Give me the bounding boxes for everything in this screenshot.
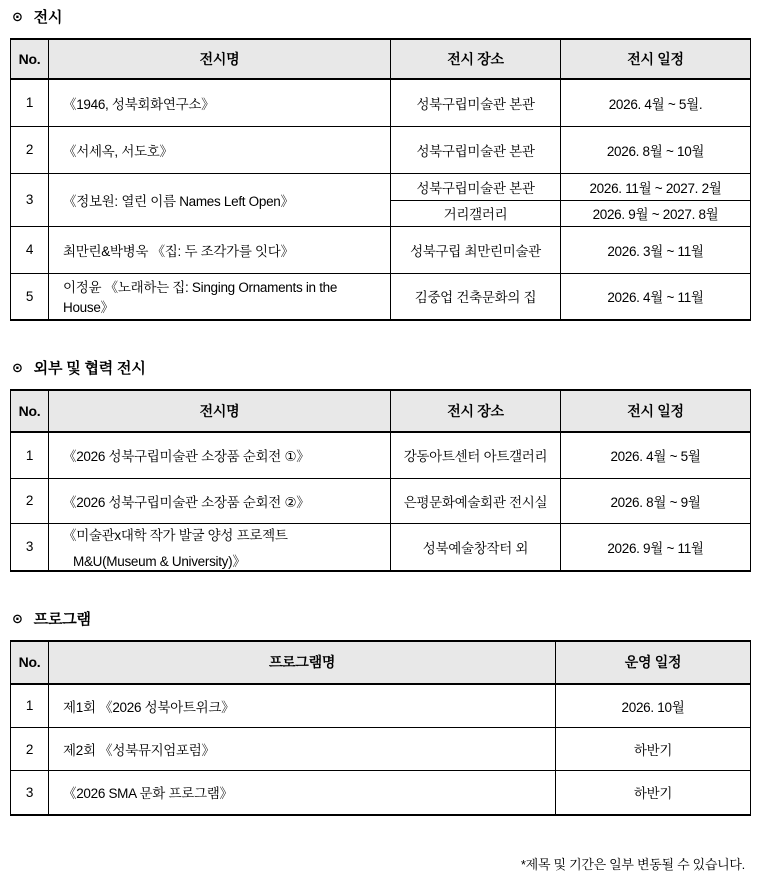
col-header-name: 전시명 — [49, 390, 391, 432]
table-row — [11, 126, 751, 173]
cell-schedule: 2026. 11월 ~ 2027. 2월 — [561, 173, 751, 200]
table-row — [11, 432, 751, 478]
cell-no: 1 — [11, 432, 49, 478]
cell-schedule: 하반기 — [556, 771, 751, 815]
cell-schedule: 2026. 3월 ~ 11월 — [561, 226, 751, 273]
table-header-row — [11, 39, 751, 79]
table-header-row — [11, 390, 751, 432]
cell-title: 《서세옥, 서도호》 — [49, 126, 391, 173]
cell-no: 4 — [11, 226, 49, 273]
col-header-no: No. — [11, 390, 49, 432]
col-header-schedule: 운영 일정 — [556, 641, 751, 684]
cell-title: 이정윤 《노래하는 집: Singing Ornaments in the House》 — [49, 273, 391, 320]
cell-schedule: 2026. 8월 ~ 9월 — [561, 478, 751, 523]
col-header-no: No. — [11, 641, 49, 684]
external-exhibition-table — [10, 389, 751, 572]
table-row — [11, 79, 751, 126]
section-title-text: 전시 — [33, 9, 63, 26]
cell-title: 《2026 성북구립미술관 소장품 순회전 ①》 — [49, 432, 391, 478]
exhibition-table — [10, 38, 751, 321]
table-row — [11, 728, 751, 771]
cell-no: 3 — [11, 173, 49, 226]
cell-place: 거리갤러리 — [391, 200, 561, 226]
cell-schedule: 2026. 4월 ~ 5월 — [561, 432, 751, 478]
table-row — [11, 523, 751, 571]
section-title-exhibition — [12, 8, 759, 28]
section-title-text: 외부 및 협력 전시 — [33, 360, 146, 377]
table-header-row — [11, 641, 751, 684]
table-row — [11, 173, 751, 200]
table-row — [11, 478, 751, 523]
cell-no: 2 — [11, 478, 49, 523]
cell-place: 강동아트센터 아트갤러리 — [391, 432, 561, 478]
program-table — [10, 640, 751, 816]
cell-no: 2 — [11, 728, 49, 771]
table-row — [11, 771, 751, 815]
cell-schedule: 2026. 9월 ~ 11월 — [561, 523, 751, 571]
cell-schedule: 2026. 4월 ~ 11월 — [561, 273, 751, 320]
col-header-place: 전시 장소 — [391, 390, 561, 432]
section-bullet-icon: ⊙ — [12, 9, 23, 24]
cell-schedule: 2026. 9월 ~ 2027. 8월 — [561, 200, 751, 226]
cell-title: 《정보원: 열린 이름 Names Left Open》 — [49, 173, 391, 226]
cell-no: 1 — [11, 684, 49, 728]
cell-place: 성북구립미술관 본관 — [391, 173, 561, 200]
cell-title — [49, 523, 391, 571]
section-title-text: 프로그램 — [33, 610, 91, 628]
cell-title: 제2회 《성북뮤지엄포럼》 — [49, 728, 556, 771]
cell-schedule: 하반기 — [556, 728, 751, 771]
section-bullet-icon: ⊙ — [12, 610, 23, 626]
cell-title: 《2026 SMA 문화 프로그램》 — [49, 771, 556, 815]
cell-no: 2 — [11, 126, 49, 173]
cell-schedule: 2026. 8월 ~ 10월 — [561, 126, 751, 173]
cell-title-line1: 《미술관x대학 작가 발굴 양성 프로젝트 — [63, 527, 288, 543]
section-title-external-exhibition — [12, 359, 759, 379]
cell-title-line2: M&U(Museum & University)》 — [73, 553, 246, 569]
cell-place: 은평문화예술회관 전시실 — [391, 478, 561, 523]
footnote-text: *제목 및 기간은 일부 변동될 수 있습니다. — [520, 856, 745, 871]
col-header-schedule: 전시 일정 — [561, 390, 751, 432]
table-row — [11, 273, 751, 320]
table-row — [11, 684, 751, 728]
cell-schedule: 2026. 10월 — [556, 684, 751, 728]
cell-no: 1 — [11, 79, 49, 126]
cell-title: 최만린&박병욱 《집: 두 조각가를 잇다》 — [49, 226, 391, 273]
cell-place: 김중업 건축문화의 집 — [391, 273, 561, 320]
cell-place: 성북구립미술관 본관 — [391, 126, 561, 173]
col-header-schedule: 전시 일정 — [561, 39, 751, 79]
col-header-name: 전시명 — [49, 39, 391, 79]
cell-title: 《2026 성북구립미술관 소장품 순회전 ②》 — [49, 478, 391, 523]
table-row — [11, 226, 751, 273]
cell-place: 성북구립 최만린미술관 — [391, 226, 561, 273]
cell-no: 5 — [11, 273, 49, 320]
col-header-no: No. — [11, 39, 49, 79]
section-bullet-icon: ⊙ — [12, 360, 23, 375]
cell-title: 제1회 《2026 성북아트위크》 — [49, 684, 556, 728]
cell-no: 3 — [11, 771, 49, 815]
cell-schedule: 2026. 4월 ~ 5월. — [561, 79, 751, 126]
section-title-program — [12, 610, 759, 630]
col-header-place: 전시 장소 — [391, 39, 561, 79]
col-header-name: 프로그램명 — [49, 641, 556, 684]
cell-no: 3 — [11, 523, 49, 571]
cell-title: 《1946, 성북회화연구소》 — [49, 79, 391, 126]
cell-place: 성북예술창작터 외 — [391, 523, 561, 571]
cell-place: 성북구립미술관 본관 — [391, 79, 561, 126]
